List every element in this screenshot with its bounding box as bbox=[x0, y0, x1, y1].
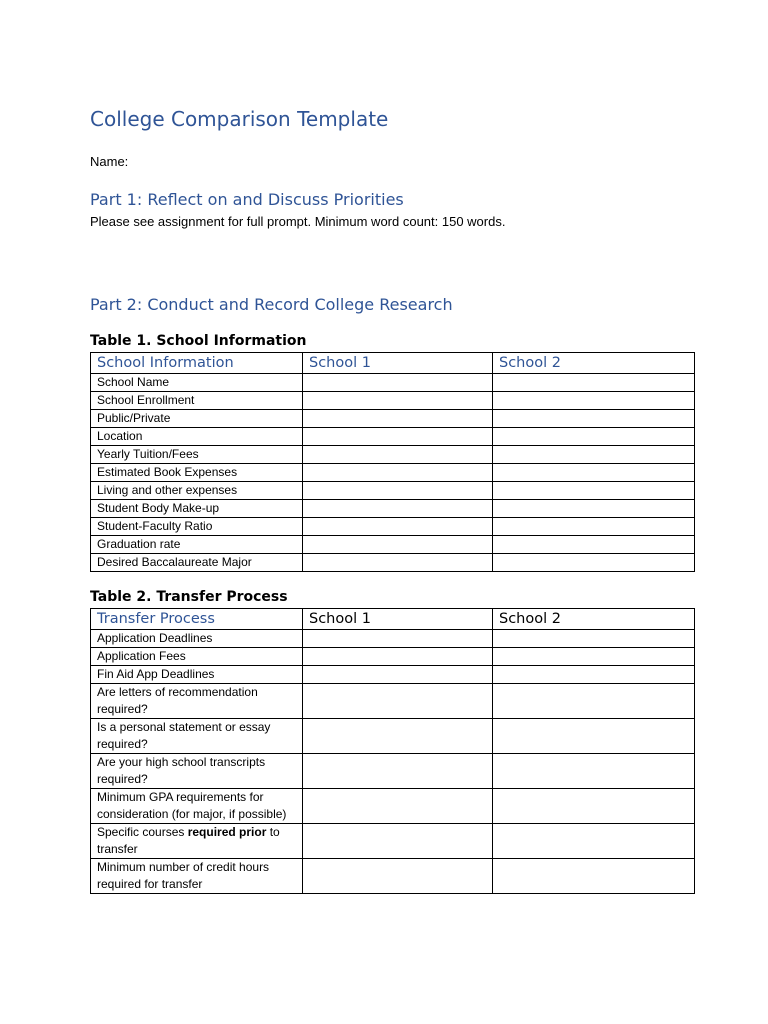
row-label: Student-Faculty Ratio bbox=[91, 518, 303, 536]
row-label: Desired Baccalaureate Major bbox=[91, 554, 303, 572]
part1-prompt: Please see assignment for full prompt. Minimum word count: 150 words. bbox=[90, 214, 506, 229]
school2-cell[interactable] bbox=[493, 684, 695, 719]
school1-cell[interactable] bbox=[303, 824, 493, 859]
school2-cell[interactable] bbox=[493, 754, 695, 789]
school2-cell[interactable] bbox=[493, 719, 695, 754]
school2-cell[interactable] bbox=[493, 630, 695, 648]
school1-cell[interactable] bbox=[303, 446, 493, 464]
row-label: Minimum GPA requirements for consideration (for major, if possible) bbox=[91, 789, 303, 824]
school1-cell[interactable] bbox=[303, 500, 493, 518]
school2-cell[interactable] bbox=[493, 536, 695, 554]
school1-cell[interactable] bbox=[303, 482, 493, 500]
table1-header-school2: School 2 bbox=[493, 353, 695, 374]
table2-header-category: Transfer Process bbox=[91, 609, 303, 630]
school2-cell[interactable] bbox=[493, 410, 695, 428]
row-label: Student Body Make-up bbox=[91, 500, 303, 518]
row-label: Graduation rate bbox=[91, 536, 303, 554]
row-label: Application Deadlines bbox=[91, 630, 303, 648]
transfer-process-table bbox=[90, 608, 695, 894]
name-label: Name: bbox=[90, 154, 129, 169]
document-title: College Comparison Template bbox=[90, 107, 389, 131]
row-label: Public/Private bbox=[91, 410, 303, 428]
school2-cell[interactable] bbox=[493, 446, 695, 464]
school2-cell[interactable] bbox=[493, 374, 695, 392]
table1-header-category: School Information bbox=[91, 353, 303, 374]
table-row bbox=[91, 824, 695, 859]
table-row bbox=[91, 500, 695, 518]
row-label: Fin Aid App Deadlines bbox=[91, 666, 303, 684]
table2-header-school2: School 2 bbox=[493, 609, 695, 630]
row-label: Living and other expenses bbox=[91, 482, 303, 500]
row-label: Are letters of recommendation required? bbox=[91, 684, 303, 719]
school2-cell[interactable] bbox=[493, 392, 695, 410]
table2-header-school1: School 1 bbox=[303, 609, 493, 630]
school1-cell[interactable] bbox=[303, 464, 493, 482]
table-row bbox=[91, 648, 695, 666]
table-row bbox=[91, 554, 695, 572]
school1-cell[interactable] bbox=[303, 859, 493, 894]
row-label bbox=[91, 824, 303, 859]
table1-header-row bbox=[91, 353, 695, 374]
school1-cell[interactable] bbox=[303, 428, 493, 446]
table-row bbox=[91, 518, 695, 536]
table-row bbox=[91, 684, 695, 719]
table-row bbox=[91, 536, 695, 554]
part1-heading: Part 1: Reflect on and Discuss Priorities bbox=[90, 190, 404, 209]
table-row bbox=[91, 719, 695, 754]
school1-cell[interactable] bbox=[303, 754, 493, 789]
school1-cell[interactable] bbox=[303, 684, 493, 719]
table-row bbox=[91, 464, 695, 482]
school2-cell[interactable] bbox=[493, 789, 695, 824]
school1-cell[interactable] bbox=[303, 719, 493, 754]
school2-cell[interactable] bbox=[493, 824, 695, 859]
school2-cell[interactable] bbox=[493, 554, 695, 572]
school1-cell[interactable] bbox=[303, 666, 493, 684]
row-label: Minimum number of credit hours required for transfer bbox=[91, 859, 303, 894]
school2-cell[interactable] bbox=[493, 648, 695, 666]
school1-cell[interactable] bbox=[303, 789, 493, 824]
row-label-part: to transfer bbox=[97, 825, 280, 856]
school2-cell[interactable] bbox=[493, 428, 695, 446]
school2-cell[interactable] bbox=[493, 464, 695, 482]
table-row bbox=[91, 410, 695, 428]
table-row bbox=[91, 789, 695, 824]
table-row bbox=[91, 666, 695, 684]
row-label: School Enrollment bbox=[91, 392, 303, 410]
row-label: Yearly Tuition/Fees bbox=[91, 446, 303, 464]
school1-cell[interactable] bbox=[303, 554, 493, 572]
row-label: Estimated Book Expenses bbox=[91, 464, 303, 482]
part2-heading: Part 2: Conduct and Record College Research bbox=[90, 295, 453, 314]
table-row bbox=[91, 482, 695, 500]
table-row bbox=[91, 392, 695, 410]
school1-cell[interactable] bbox=[303, 392, 493, 410]
row-label: School Name bbox=[91, 374, 303, 392]
school-information-table bbox=[90, 352, 695, 572]
school2-cell[interactable] bbox=[493, 518, 695, 536]
school1-cell[interactable] bbox=[303, 374, 493, 392]
school1-cell[interactable] bbox=[303, 536, 493, 554]
row-label: Location bbox=[91, 428, 303, 446]
table-row bbox=[91, 630, 695, 648]
row-label-part: Specific courses bbox=[97, 825, 188, 839]
row-label: Application Fees bbox=[91, 648, 303, 666]
school1-cell[interactable] bbox=[303, 518, 493, 536]
table2-header-row bbox=[91, 609, 695, 630]
school2-cell[interactable] bbox=[493, 500, 695, 518]
table1-header-school1: School 1 bbox=[303, 353, 493, 374]
school2-cell[interactable] bbox=[493, 482, 695, 500]
school2-cell[interactable] bbox=[493, 666, 695, 684]
table-row bbox=[91, 428, 695, 446]
school2-cell[interactable] bbox=[493, 859, 695, 894]
school1-cell[interactable] bbox=[303, 410, 493, 428]
table-row bbox=[91, 446, 695, 464]
table2-caption: Table 2. Transfer Process bbox=[90, 589, 288, 605]
school1-cell[interactable] bbox=[303, 630, 493, 648]
table1-caption: Table 1. School Information bbox=[90, 333, 307, 349]
row-label: Are your high school transcripts required? bbox=[91, 754, 303, 789]
row-label-emphasis: required prior bbox=[187, 825, 267, 839]
row-label: Is a personal statement or essay required? bbox=[91, 719, 303, 754]
school1-cell[interactable] bbox=[303, 648, 493, 666]
table-row bbox=[91, 754, 695, 789]
table-row bbox=[91, 859, 695, 894]
table-row bbox=[91, 374, 695, 392]
